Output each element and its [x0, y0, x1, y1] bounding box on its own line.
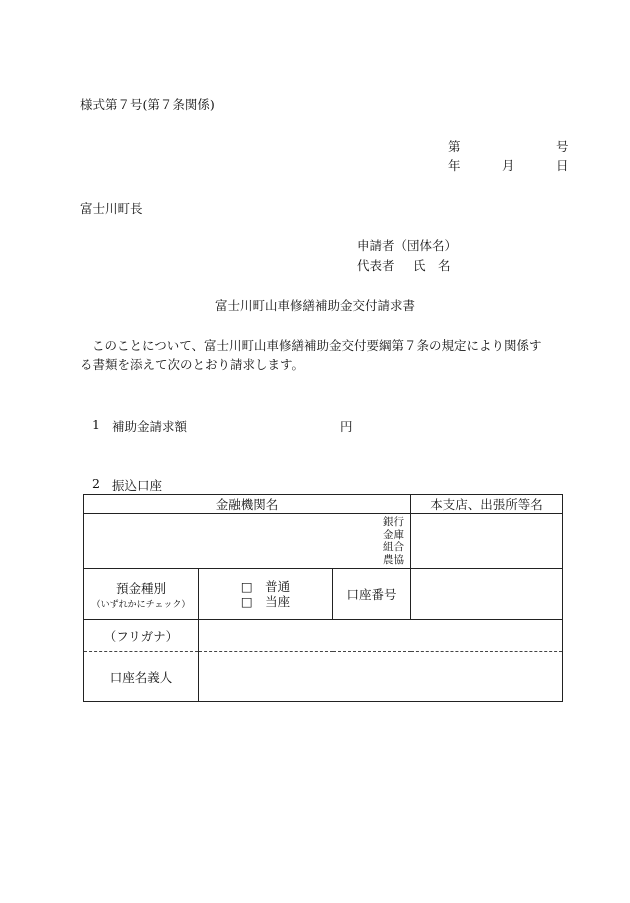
- bank-type-nokyo: 農協: [383, 553, 404, 566]
- ref-go: 号: [556, 139, 569, 154]
- item1-number: 1: [92, 417, 100, 432]
- applicant-org: 申請者（団体名）: [357, 238, 458, 253]
- applicant-rep-label: 代表者: [357, 258, 395, 273]
- deposit-type-note: （いずれかにチェック）: [91, 599, 191, 610]
- document-title: 富士川町山車修繕補助金交付請求書: [215, 298, 416, 313]
- deposit-type-label: 預金種別: [115, 580, 166, 596]
- account-number-label: 口座番号: [333, 569, 411, 620]
- applicant-rep-name: 氏 名: [413, 258, 451, 273]
- futsu-label: 普通: [265, 579, 291, 594]
- option-touza[interactable]: [199, 594, 332, 609]
- option-futsu[interactable]: [199, 579, 332, 594]
- ref-dai: 第: [448, 139, 461, 154]
- furigana-field[interactable]: [199, 620, 563, 652]
- deposit-type-options: [199, 569, 333, 620]
- deposit-type-label-cell: [84, 569, 199, 620]
- bank-type-ginko: 銀行: [383, 516, 404, 528]
- furigana-label: （フリガナ）: [84, 620, 199, 652]
- bank-name-field[interactable]: [84, 514, 411, 569]
- date-year: 年: [448, 158, 461, 173]
- account-number-field[interactable]: [411, 569, 563, 620]
- bank-type-kinko: 金庫: [383, 528, 404, 541]
- bank-type-kumiai: 組合: [383, 541, 404, 554]
- date-month: 月: [502, 158, 515, 173]
- item1-unit: 円: [340, 419, 353, 434]
- item1-label: 補助金請求額: [112, 419, 188, 434]
- addressee: 富士川町長: [80, 201, 143, 216]
- item2-label: 振込口座: [112, 478, 163, 493]
- header-bank-name: 金融機関名: [84, 495, 411, 514]
- futsu-checkbox[interactable]: □: [240, 579, 253, 594]
- touza-checkbox[interactable]: □: [240, 594, 253, 609]
- date-day: 日: [556, 158, 569, 173]
- bank-account-table: [83, 494, 563, 702]
- account-holder-label: 口座名義人: [84, 652, 199, 702]
- body-line-1: このことについて、富士川町山車修繕補助金交付要綱第７条の規定により関係す: [92, 338, 542, 353]
- header-branch-name: 本支店、出張所等名: [411, 495, 563, 514]
- item2-number: 2: [92, 476, 100, 491]
- body-line-2: る書類を添えて次のとおり請求します。: [80, 357, 305, 372]
- bank-type-list: [383, 516, 404, 566]
- branch-name-field[interactable]: [411, 514, 563, 569]
- touza-label: 当座: [265, 594, 291, 609]
- account-holder-field[interactable]: [199, 652, 563, 702]
- form-number: 様式第７号(第７条関係): [80, 97, 215, 112]
